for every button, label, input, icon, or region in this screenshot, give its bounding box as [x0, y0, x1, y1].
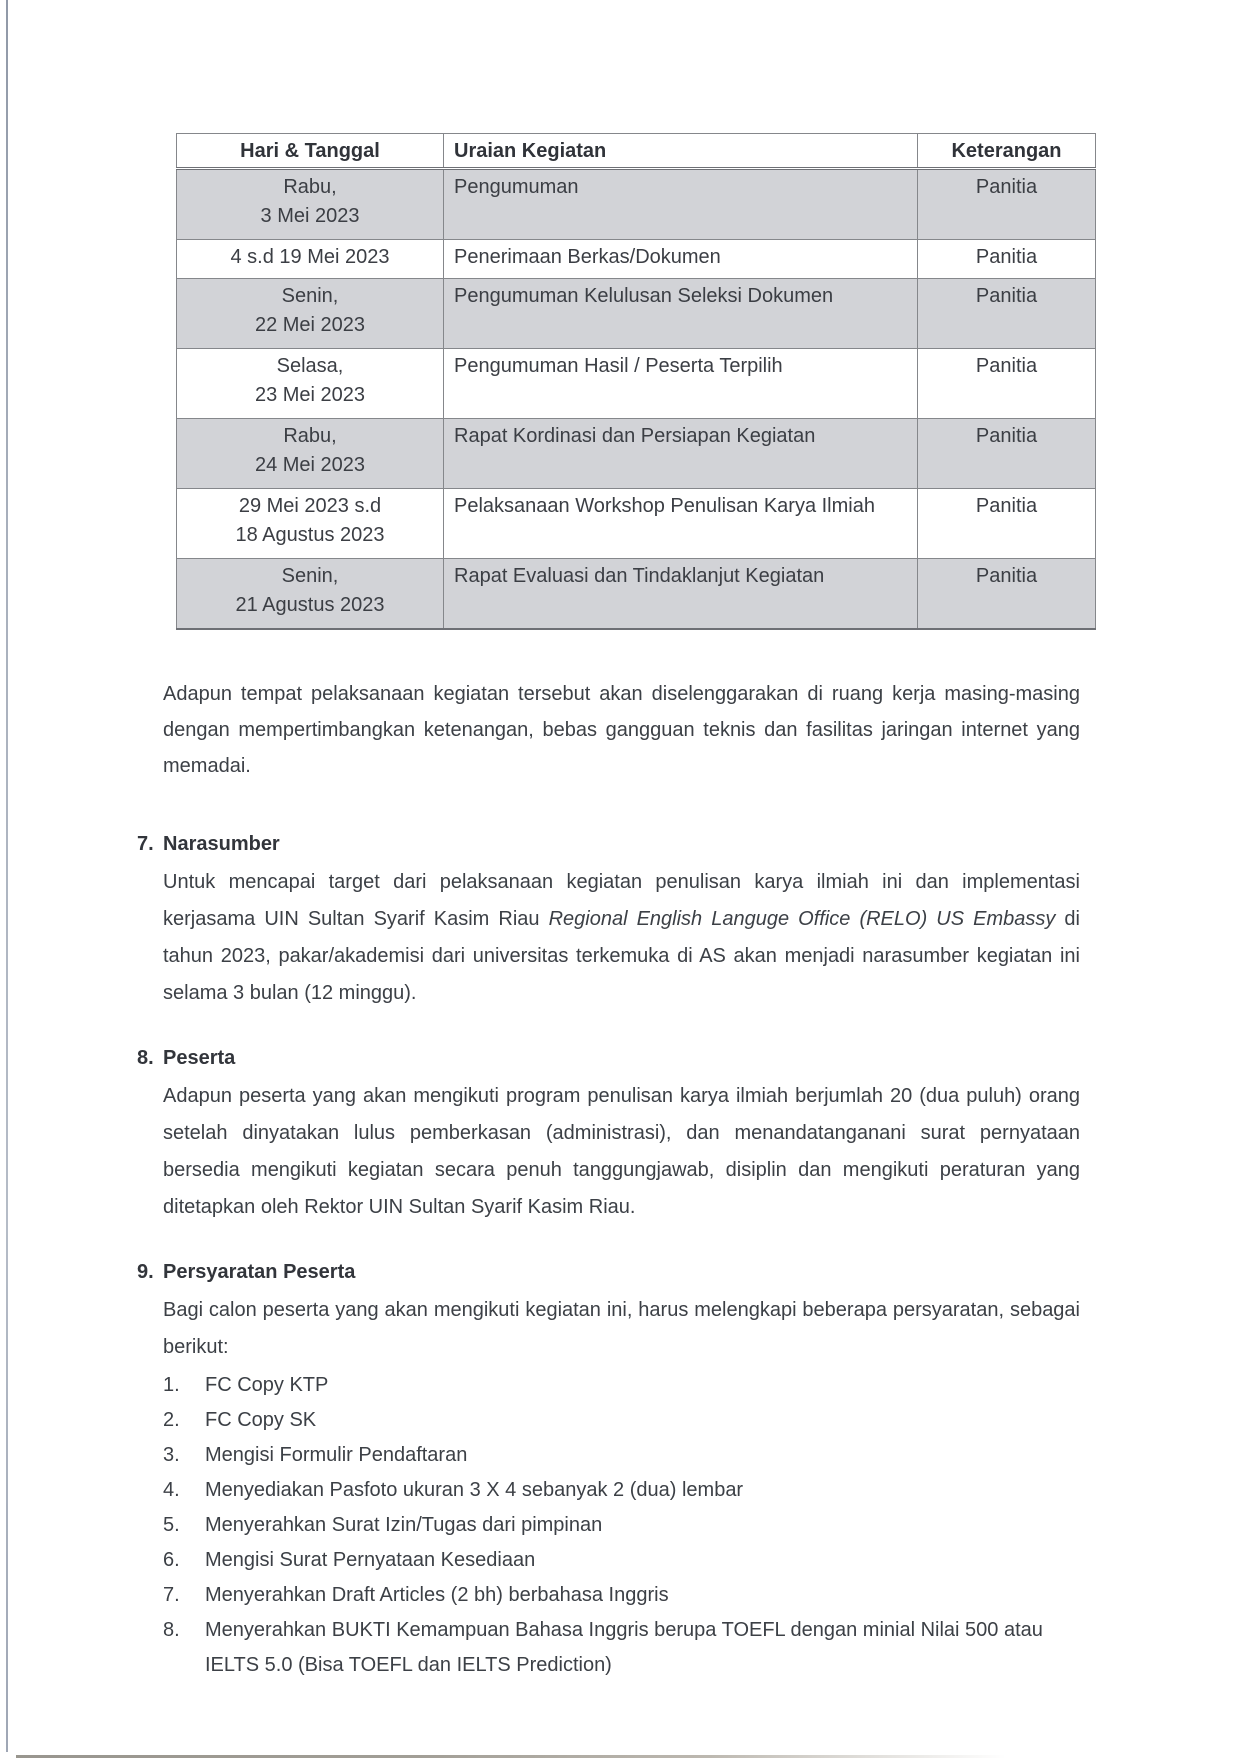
- venue-paragraph: Adapun tempat pelaksanaan kegiatan tersebut akan diselenggarakan di ruang kerja masing-masing dengan mempertimbangkan ketenangan, bebas gangguan teknis dan fasilitas jaringan internet yang memadai.: [163, 683, 1080, 777]
- section-intro: Bagi calon peserta yang akan mengikuti kegiatan ini, harus melengkapi beberapa persyaratan, sebagai berikut:: [163, 1299, 1080, 1358]
- cell-uraian-kegiatan: Pengumuman Kelulusan Seleksi Dokumen: [444, 279, 918, 349]
- cell-hari-tanggal: [177, 169, 444, 240]
- cell-hari-tanggal: [177, 489, 444, 559]
- cell-uraian-kegiatan: Rapat Evaluasi dan Tindaklanjut Kegiatan: [444, 559, 918, 630]
- requirement-text: Menyerahkan Surat Izin/Tugas dari pimpinan: [205, 1514, 603, 1536]
- requirement-item: [163, 1403, 1080, 1438]
- body-text: di tahun 2023, pakar/akademisi dari universitas terkemuka di AS akan menjadi narasumber kegiatan ini selama 3 bulan (12 minggu).: [163, 908, 1080, 1004]
- date-line: 29 Mei 2023 s.d: [238, 495, 382, 517]
- scan-left-edge-line: [6, 0, 8, 1752]
- cell-keterangan: Panitia: [918, 349, 1096, 419]
- section-title: Persyaratan Peserta: [163, 1261, 356, 1283]
- schedule-row: [177, 240, 1096, 279]
- cell-keterangan: Panitia: [918, 169, 1096, 240]
- schedule-row: [177, 349, 1096, 419]
- requirement-number: 1.: [163, 1374, 180, 1396]
- requirement-number: 3.: [163, 1444, 180, 1466]
- cell-keterangan: Panitia: [918, 419, 1096, 489]
- section-number: 7.: [137, 833, 154, 855]
- date-line: 21 Agustus 2023: [235, 594, 385, 616]
- requirement-item: [163, 1368, 1080, 1403]
- requirement-item: [163, 1613, 1080, 1683]
- cell-uraian-kegiatan: Pengumuman Hasil / Peserta Terpilih: [444, 349, 918, 419]
- requirement-number: 4.: [163, 1479, 180, 1501]
- column-header-uraian-kegiatan: Uraian Kegiatan: [444, 134, 918, 169]
- cell-hari-tanggal: [177, 419, 444, 489]
- schedule-row: [177, 419, 1096, 489]
- scan-bottom-edge-line: [16, 1755, 1006, 1758]
- requirement-text: Menyediakan Pasfoto ukuran 3 X 4 sebanyak 2 (dua) lembar: [205, 1479, 744, 1501]
- cell-hari-tanggal: [177, 559, 444, 630]
- requirement-item: [163, 1578, 1080, 1613]
- requirement-number: 5.: [163, 1514, 180, 1536]
- requirement-item: [163, 1508, 1080, 1543]
- cell-hari-tanggal: [177, 240, 444, 279]
- requirement-text: Mengisi Formulir Pendaftaran: [205, 1444, 468, 1466]
- requirement-item: [163, 1438, 1080, 1473]
- requirement-number: 7.: [163, 1584, 180, 1606]
- cell-uraian-kegiatan: Penerimaan Berkas/Dokumen: [444, 240, 918, 279]
- requirement-text: Mengisi Surat Pernyataan Kesediaan: [205, 1549, 536, 1571]
- section-number: 9.: [137, 1261, 154, 1283]
- schedule-row: [177, 169, 1096, 240]
- section-body: [163, 864, 1080, 1012]
- date-line: Rabu,: [283, 425, 337, 447]
- section-heading: [137, 1042, 1095, 1074]
- section-heading: [137, 1256, 1095, 1288]
- requirement-text: Menyerahkan Draft Articles (2 bh) berbahasa Inggris: [205, 1584, 669, 1606]
- cell-uraian-kegiatan: Rapat Kordinasi dan Persiapan Kegiatan: [444, 419, 918, 489]
- schedule-table-body: [177, 169, 1096, 630]
- date-line: 3 Mei 2023: [260, 205, 360, 227]
- body-text-italic: Regional English Languge Office (RELO) US Embassy: [548, 908, 1056, 930]
- section-number: 8.: [137, 1047, 154, 1069]
- requirement-text: FC Copy KTP: [205, 1374, 329, 1396]
- section-body: Adapun peserta yang akan mengikuti program penulisan karya ilmiah berjumlah 20 (dua puluh) orang setelah dinyatakan lulus pemberkasan (administrasi), dan menandatanganani surat pernyataan bersedia mengikuti kegiatan secara penuh tanggungjawab, disiplin dan mengikuti peraturan yang ditetapkan oleh Rektor UIN Sultan Syarif Kasim Riau.: [163, 1085, 1080, 1218]
- date-line: Senin,: [281, 565, 339, 587]
- cell-hari-tanggal: [177, 279, 444, 349]
- section-title: Narasumber: [163, 833, 280, 855]
- schedule-row: [177, 489, 1096, 559]
- schedule-table: [176, 133, 1096, 630]
- schedule-row: [177, 559, 1096, 630]
- date-line: 24 Mei 2023: [254, 454, 366, 476]
- requirement-text: Menyerahkan BUKTI Kemampuan Bahasa Inggris berupa TOEFL dengan minial Nilai 500 atau IELTS 5.0 (Bisa TOEFL dan IELTS Prediction): [205, 1619, 1043, 1676]
- schedule-row: [177, 279, 1096, 349]
- cell-hari-tanggal: [177, 349, 444, 419]
- requirements-list: [163, 1368, 1080, 1683]
- date-line: 22 Mei 2023: [254, 314, 366, 336]
- body-text: Untuk mencapai target dari pelaksanaan kegiatan penulisan karya ilmiah ini dan implementasi kerjasama UIN Sultan Syarif Kasim Riau: [163, 871, 1080, 930]
- cell-keterangan: Panitia: [918, 489, 1096, 559]
- section-narasumber: [137, 828, 1095, 1012]
- section-title: Peserta: [163, 1047, 236, 1069]
- document-page: [137, 133, 1095, 1683]
- column-header-hari-tanggal: Hari & Tanggal: [177, 134, 444, 169]
- date-line: 23 Mei 2023: [254, 384, 366, 406]
- section-peserta: [137, 1042, 1095, 1226]
- date-line: 18 Agustus 2023: [235, 524, 385, 546]
- date-line: Rabu,: [283, 176, 337, 198]
- cell-keterangan: Panitia: [918, 559, 1096, 630]
- requirement-number: 6.: [163, 1549, 180, 1571]
- column-header-keterangan: Keterangan: [918, 134, 1096, 169]
- section-persyaratan-peserta: [137, 1256, 1095, 1683]
- requirement-number: 2.: [163, 1409, 180, 1431]
- requirement-item: [163, 1473, 1080, 1508]
- requirement-number: 8.: [163, 1619, 180, 1641]
- schedule-header-row: [177, 134, 1096, 169]
- cell-uraian-kegiatan: Pelaksanaan Workshop Penulisan Karya Ilmiah: [444, 489, 918, 559]
- requirement-text: FC Copy SK: [205, 1409, 317, 1431]
- requirement-item: [163, 1543, 1080, 1578]
- cell-keterangan: Panitia: [918, 240, 1096, 279]
- cell-uraian-kegiatan: Pengumuman: [444, 169, 918, 240]
- date-line: 4 s.d 19 Mei 2023: [230, 246, 390, 268]
- date-line: Selasa,: [276, 355, 344, 377]
- date-line: Senin,: [281, 285, 339, 307]
- cell-keterangan: Panitia: [918, 279, 1096, 349]
- section-heading: [137, 828, 1095, 860]
